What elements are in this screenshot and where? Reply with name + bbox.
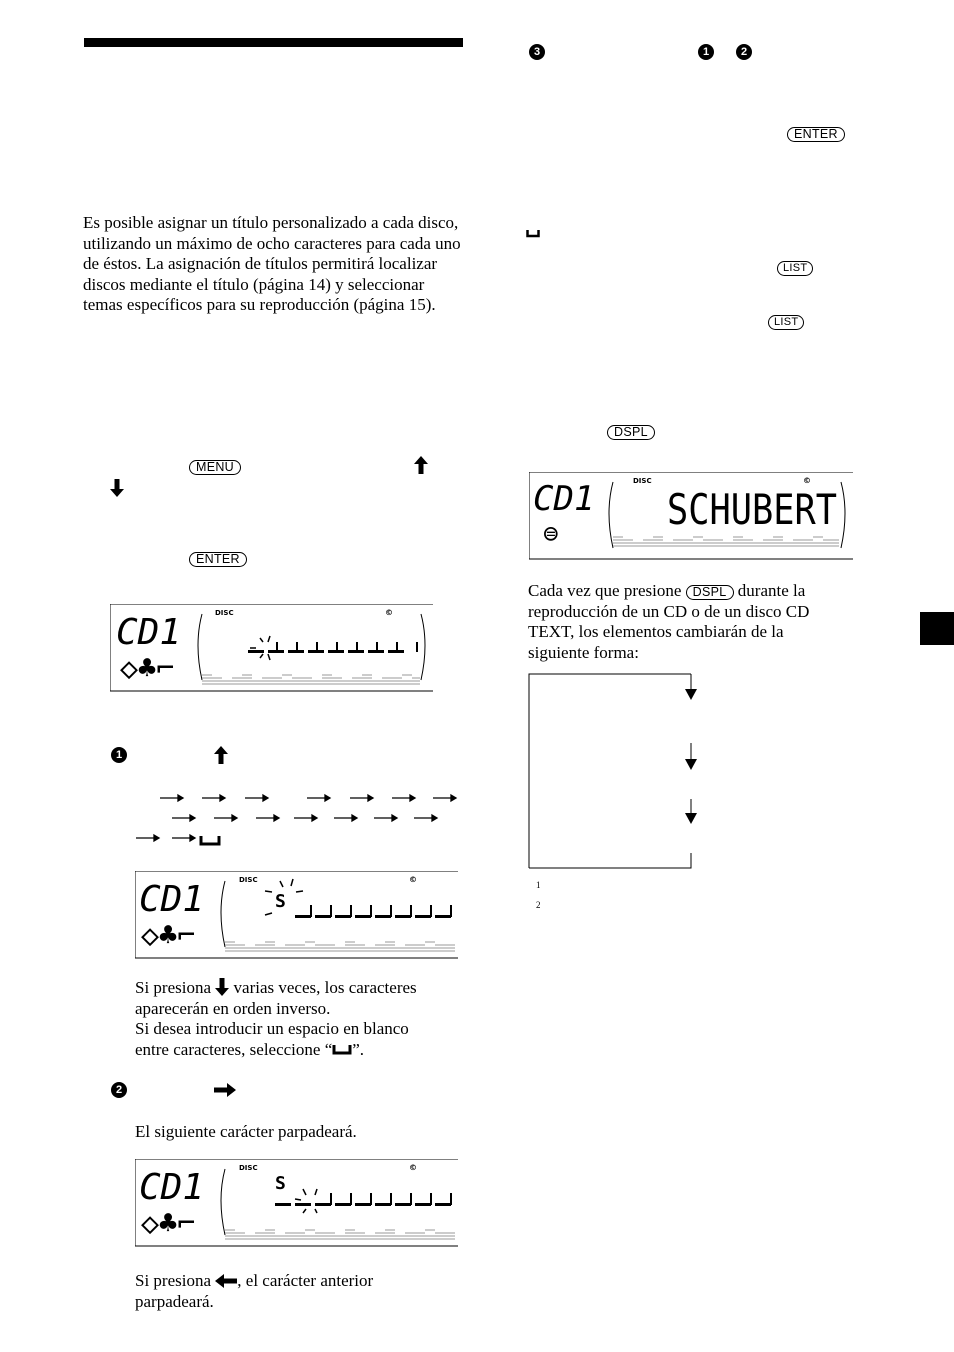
- lcd-display-1: [110, 604, 434, 692]
- dspl-key: DSPL: [607, 425, 655, 440]
- reverse-note: Si presiona varias veces, los caracteres aparecerán en orden inverso. Si desea introducir un espacio en blanco entre caracteres, seleccione “ ”.: [135, 978, 417, 1059]
- step-1-marker: 1: [111, 747, 127, 763]
- svg-text:DISC: DISC: [239, 876, 258, 884]
- dspl-key: DSPL: [686, 585, 734, 600]
- svg-text:CD1: CD1: [139, 1167, 205, 1208]
- step-2-marker: 2: [111, 1082, 127, 1098]
- space-symbol-icon: [332, 1043, 352, 1055]
- footnote-1: 1: [536, 880, 541, 890]
- lcd-title-text: SCHUBERT: [667, 485, 837, 534]
- svg-text:DISC: DISC: [239, 1164, 258, 1172]
- lcd-display-2: [135, 871, 458, 959]
- display-cycle-diagram: [528, 673, 698, 873]
- arrow-down-icon: [215, 978, 229, 996]
- enter-key: ENTER: [787, 127, 845, 142]
- step-1-ref: 1: [698, 44, 714, 60]
- next-char-note: El siguiente carácter parpadeará.: [135, 1122, 357, 1141]
- list-key: LIST: [777, 261, 813, 276]
- svg-text:©: ©: [409, 875, 417, 884]
- svg-text:DISC: DISC: [633, 477, 652, 485]
- arrow-up-icon: [414, 456, 428, 474]
- char-sequence: [130, 790, 460, 850]
- arrow-left-icon: [215, 1274, 237, 1288]
- section-header-rule: [84, 38, 463, 47]
- svg-text:CD1: CD1: [139, 879, 205, 920]
- list-key: LIST: [768, 315, 804, 330]
- lcd-display-3: [135, 1159, 458, 1247]
- svg-text:◇♣⌐: ◇♣⌐: [141, 1206, 196, 1241]
- arrow-right-icon: [214, 1083, 236, 1097]
- section-tab-marker: [920, 612, 954, 645]
- svg-text:©: ©: [803, 476, 811, 485]
- step-3-marker: 3: [529, 44, 545, 60]
- svg-text:S: S: [275, 1173, 286, 1194]
- lcd-disc-label: DISC: [215, 609, 234, 617]
- menu-key: MENU: [189, 460, 241, 475]
- prev-char-note: Si presiona , el carácter anterior parpadeará.: [135, 1271, 374, 1311]
- intro-paragraph: Es posible asignar un título personalizado a cada disco, utilizando un máximo de ocho caracteres para cada uno de éstos. La asignación de títulos permitirá localizar discos mediante el título (página 14) y seleccionar temas específicos para su reproducción (página 15).: [83, 213, 461, 314]
- dspl-paragraph: Cada vez que presione DSPL durante la reproducción de un CD o de un disco CD TEXT, los elementos cambiarán de la siguiente forma:: [528, 581, 810, 662]
- arrow-down-icon: [110, 479, 124, 497]
- step-2-ref: 2: [736, 44, 752, 60]
- svg-text:⊜: ⊜: [543, 519, 559, 549]
- footnote-2: 2: [536, 900, 541, 910]
- svg-text:CD1: CD1: [533, 479, 595, 519]
- svg-text:©: ©: [409, 1163, 417, 1172]
- enter-key: ENTER: [189, 552, 247, 567]
- svg-text:◇♣⌐: ◇♣⌐: [141, 918, 196, 953]
- space-symbol-icon: [526, 229, 540, 238]
- svg-text:©: ©: [385, 608, 393, 617]
- arrow-up-icon: [214, 746, 228, 764]
- svg-text:◇♣⌐: ◇♣⌐: [120, 651, 175, 686]
- lcd-cd-text: CD1: [116, 612, 182, 653]
- svg-text:S: S: [275, 891, 286, 912]
- lcd-display-title: [529, 472, 853, 560]
